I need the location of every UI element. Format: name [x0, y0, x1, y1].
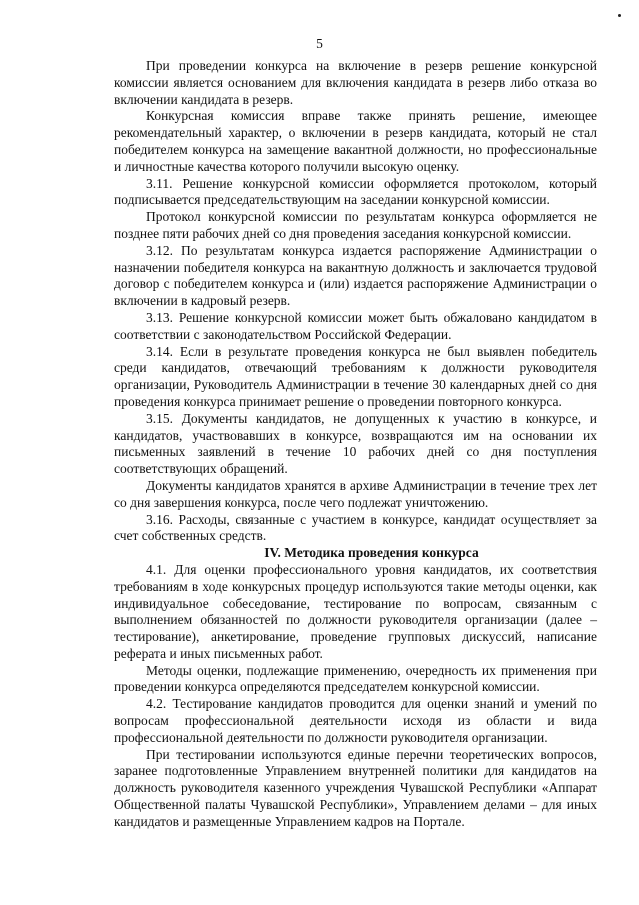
paragraph: 3.15. Документы кандидатов, не допущенных к участию в конкурсе, и кандидатов, участвовавших в конкурсе, возвращаются им на основании их письменных заявлений в течение 10 рабочих дней со дня поступления соответствующих обращений. — [114, 410, 597, 477]
paragraph: 3.11. Решение конкурсной комиссии оформляется протоколом, который подписывается председательствующим на заседании конкурсной комиссии. — [114, 175, 597, 208]
paragraph: Документы кандидатов хранятся в архиве Администрации в течение трех лет со дня завершения конкурса, после чего подлежат уничтожению. — [114, 477, 597, 510]
paragraph: При проведении конкурса на включение в резерв решение конкурсной комиссии является основанием для включения кандидата в резерв либо отказа во включении кандидата в резерв. — [114, 58, 597, 107]
corner-mark — [618, 14, 621, 17]
paragraph: При тестировании используются единые перечни теоретических вопросов, заранее подготовленные Управлением внутренней политики для кандидатов на должность руководителя казенного учреждения Чувашской Республики «Аппарат Общественной палаты Чувашской Республики», Управлением делами – для иных кандидатов и размещенные Управлением кадров на Портале. — [114, 746, 597, 829]
document-body — [114, 58, 597, 831]
paragraph: Методы оценки, подлежащие применению, очередность их применения при проведении конкурса определяются председателем конкурсной комиссии. — [114, 662, 597, 695]
paragraph: 3.16. Расходы, связанные с участием в конкурсе, кандидат осуществляет за счет собственных средств. — [114, 511, 597, 544]
section-heading: IV. Методика проведения конкурса — [264, 545, 479, 561]
page-number: 5 — [316, 36, 323, 51]
paragraph: Конкурсная комиссия вправе также принять решение, имеющее рекомендательный характер, о включении в резерв кандидата, который не стал победителем конкурса на замещение вакантной должности, но профессиональные и личностные качества которого получили высокую оценку. — [114, 108, 597, 174]
paragraph: 3.14. Если в результате проведения конкурса не был выявлен победитель среди кандидатов, отвечающий требованиям к должности руководителя организации, Руководитель Администрации в течение 30 календарных дней со дня проведения конкурса принимает решение о проведении повторного конкурса. — [114, 343, 597, 409]
paragraph: Протокол конкурсной комиссии по результатам конкурса оформляется не позднее пяти рабочих дней со дня проведения заседания конкурсной комиссии. — [114, 209, 597, 241]
paragraph: 4.2. Тестирование кандидатов проводится для оценки знаний и умений по вопросам профессиональной деятельности исходя из области и вида профессиональной деятельности по должности руководителя организации. — [114, 696, 597, 745]
paragraph: 3.12. По результатам конкурса издается распоряжение Администрации о назначении победителя конкурса на вакантную должность и заключается трудовой договор с победителем конкурса и (или) издается распоряжение Администрации о включении в кадровый резерв. — [114, 242, 597, 309]
paragraph: 4.1. Для оценки профессионального уровня кандидатов, их соответствия требованиям в ходе конкурсных процедур используются такие методы оценки, как индивидуальное собеседование, тестирование по вопросам, связанным с выполнением обязанностей по должности руководителя организации (далее – тестирование), анкетирование, проведение групповых дискуссий, написание реферата и иных письменных работ. — [114, 561, 597, 661]
paragraph: 3.13. Решение конкурсной комиссии может быть обжаловано кандидатом в соответствии с законодательством Российской Федерации. — [114, 309, 597, 342]
